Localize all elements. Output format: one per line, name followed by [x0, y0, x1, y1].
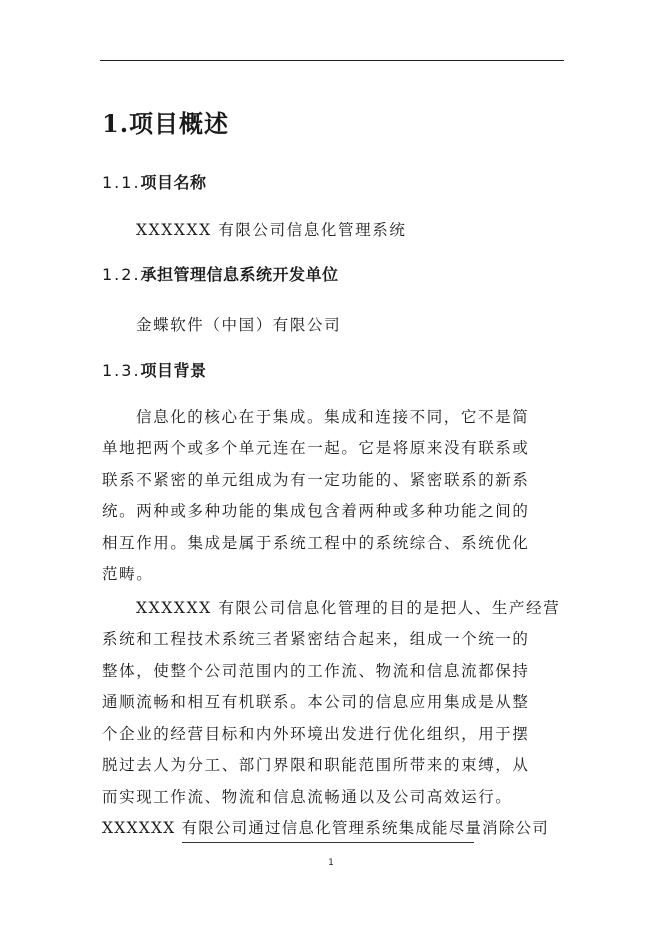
paragraph-line: 相互作用。集成是属于系统工程中的系统综合、系统优化	[102, 534, 530, 552]
developer-text: 金蝶软件（中国）有限公司	[136, 316, 342, 334]
paragraph-line: 信息化的核心在于集成。集成和连接不同，它不是简	[136, 408, 530, 426]
section-title: 项目名称	[140, 173, 207, 192]
header-rule	[100, 60, 564, 61]
heading-1: 1.项目概述	[102, 109, 230, 138]
paragraph-line: 联系不紧密的单元组成为有一定功能的、紧密联系的新系	[102, 471, 530, 489]
section-heading-1-2	[102, 262, 339, 285]
paragraph-line: 单地把两个或多个单元连在一起。它是将原来没有联系或	[102, 439, 530, 457]
section-number: 1.1.	[102, 173, 141, 192]
section-heading-1-1	[102, 170, 207, 193]
section-heading-1-3	[102, 358, 207, 381]
section-number: 1.2.	[102, 265, 141, 284]
section-title: 项目背景	[140, 361, 207, 380]
paragraph-line: 范畴。	[102, 565, 154, 583]
footer-rule	[182, 842, 474, 843]
paragraph-line: XXXXXX 有限公司通过信息化管理系统集成能尽量消除公司	[102, 819, 549, 837]
project-name-text: XXXXXX 有限公司信息化管理系统	[136, 221, 407, 239]
paragraph-line: 统。两种或多种功能的集成包含着两种或多种功能之间的	[102, 502, 530, 520]
paragraph-line: 而实现工作流、物流和信息流畅通以及公司高效运行。	[102, 788, 513, 806]
section-number: 1.3.	[102, 361, 141, 380]
page-number: 1	[328, 858, 334, 868]
paragraph-line: XXXXXX 有限公司信息化管理的目的是把人、生产经营	[136, 599, 561, 617]
section-title: 承担管理信息系统开发单位	[140, 265, 339, 284]
paragraph-line: 系统和工程技术系统三者紧密结合起来，组成一个统一的	[102, 630, 530, 648]
paragraph-line: 整体，使整个公司范围内的工作流、物流和信息流都保持	[102, 662, 530, 680]
paragraph-line: 个企业的经营目标和内外环境出发进行优化组织，用于摆	[102, 725, 530, 743]
paragraph-line: 通顺流畅和相互有机联系。本公司的信息应用集成是从整	[102, 693, 530, 711]
paragraph-line: 脱过去人为分工、部门界限和职能范围所带来的束缚，从	[102, 756, 530, 774]
